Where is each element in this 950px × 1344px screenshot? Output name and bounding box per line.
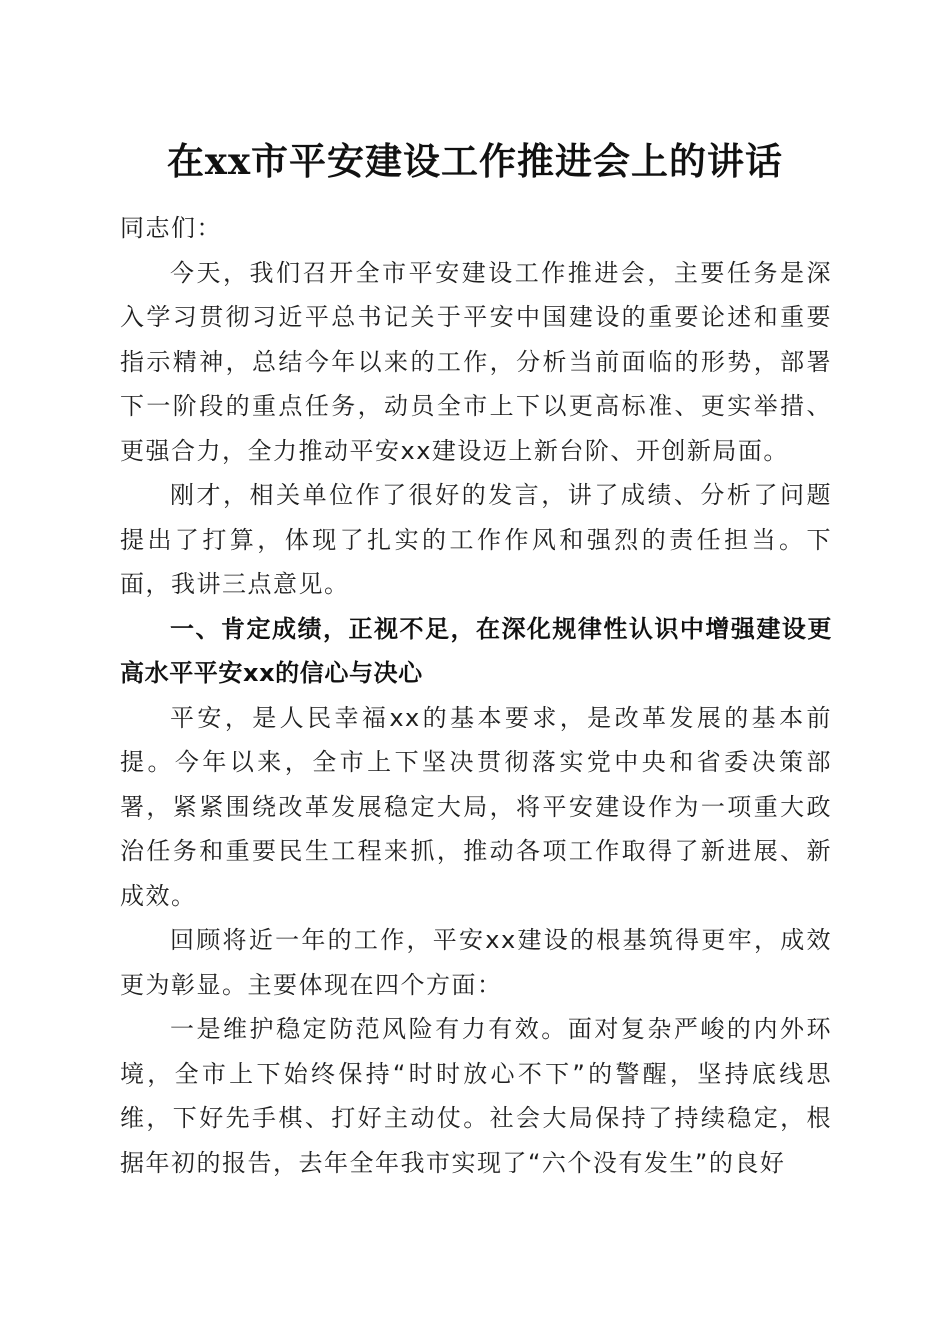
document-body (120, 206, 832, 1185)
document-title: 在xx市平安建设工作推进会上的讲话 (166, 139, 784, 183)
paragraph-safety: 平安，是人民幸福xx的基本要求，是改革发展的基本前提。今年以来，全市上下坚决贯彻落实党中央和省委决策部署，紧紧围绕改革发展稳定大局，将平安建设作为一项重大政治任务和重要民生工程来抓，推动各项工作取得了新进展、新成效。 (120, 703, 832, 910)
salutation: 同志们： (120, 214, 222, 242)
section-heading-1: 一、肯定成绩，正视不足，在深化规律性认识中增强建设更高水平平安xx的信心与决心 (120, 614, 832, 687)
point-1-text: 面对复杂严峻的内外环境，全市上下始终保持“时时放心不下”的警醒，坚持底线思维，下好先手棋、打好主动仗。社会大局保持了持续稳定，根据年初的报告，去年全年我市实现了“六个没有发生”的良好 (120, 1015, 832, 1177)
paragraph-point-1 (120, 1007, 832, 1185)
paragraph-review: 回顾将近一年的工作，平安xx建设的根基筑得更牢，成效更为彰显。主要体现在四个方面： (120, 926, 832, 999)
paragraph-remarks: 刚才，相关单位作了很好的发言，讲了成绩、分析了问题提出了打算，体现了扎实的工作作风和强烈的责任担当。下面，我讲三点意见。 (120, 481, 832, 598)
paragraph-intro: 今天，我们召开全市平安建设工作推进会，主要任务是深入学习贯彻习近平总书记关于平安中国建设的重要论述和重要指示精神，总结今年以来的工作，分析当前面临的形势，部署下一阶段的重点任务，动员全市上下以更高标准、更实举措、更强合力，全力推动平安xx建设迈上新台阶、开创新局面。 (120, 258, 832, 465)
point-1-lead: 一是维护稳定防范风险有力有效。 (170, 1015, 568, 1043)
